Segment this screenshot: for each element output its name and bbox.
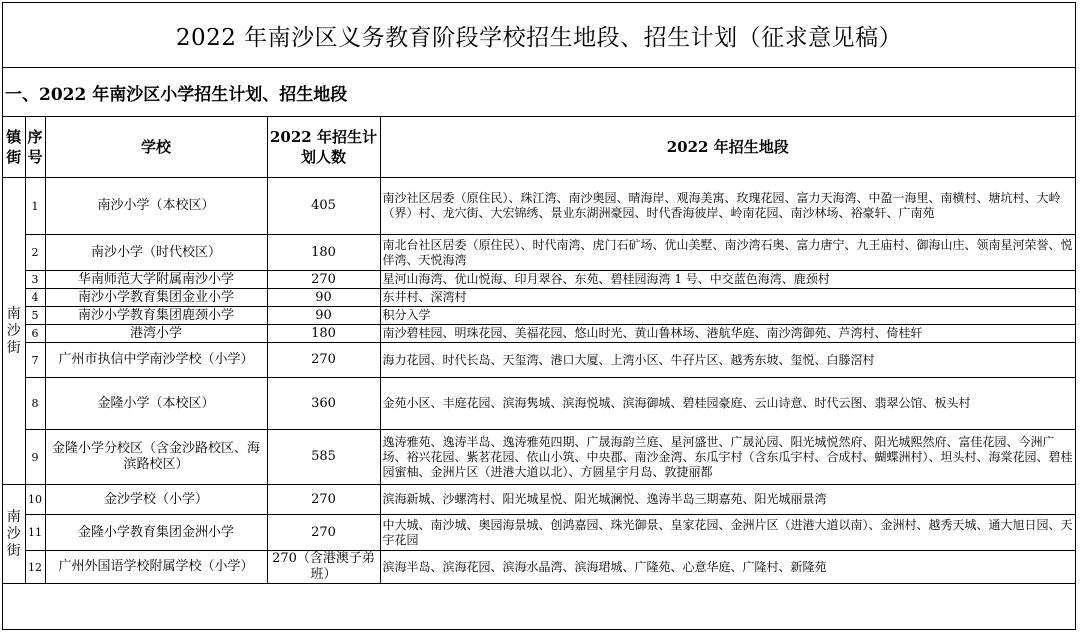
plan-cell: 405 xyxy=(267,178,380,235)
school-cell: 南沙小学（时代校区） xyxy=(45,235,267,271)
seq-cell: 10 xyxy=(25,485,45,515)
plan-cell: 180 xyxy=(267,235,380,271)
seq-cell: 8 xyxy=(25,378,45,430)
area-cell: 东井村、深湾村 xyxy=(380,289,1075,307)
plan-cell: 585 xyxy=(267,430,380,485)
area-cell: 星河山海湾、优山悦海、印月翠谷、东苑、碧桂园海湾 1 号、中交蓝色海湾、鹿颈村 xyxy=(380,271,1075,289)
section-heading: 一、2022 年南沙区小学招生计划、招生地段 xyxy=(3,68,1075,117)
seq-cell: 9 xyxy=(25,430,45,485)
table-header-row xyxy=(3,117,1075,178)
seq-cell: 3 xyxy=(25,271,45,289)
school-cell: 金隆小学（本校区） xyxy=(45,378,267,430)
table-row xyxy=(3,515,1075,551)
town-cell: 南沙街 xyxy=(3,178,25,485)
town-cell: 南沙街 xyxy=(3,485,25,584)
plan-cell: 270 xyxy=(267,343,380,378)
table-body xyxy=(3,178,1075,584)
header-school: 学校 xyxy=(45,117,267,178)
area-cell: 南沙社区居委（原住民）、珠江湾、南沙奥园、晴海岸、观海美寓、玫瑰花园、富力天海湾、中盈一海里、南横村、塘坑村、大岭（界）村、龙穴街、大宏锦绣、景业东湖洲豪园、时代香海彼岸、岭南花园、南沙林场、裕豪轩、广南苑 xyxy=(380,178,1075,235)
school-cell: 金隆小学分校区（含金沙路校区、海滨路校区） xyxy=(45,430,267,485)
table-row xyxy=(3,178,1075,235)
seq-cell: 6 xyxy=(25,325,45,343)
seq-cell: 7 xyxy=(25,343,45,378)
school-cell: 金隆小学教育集团金洲小学 xyxy=(45,515,267,551)
seq-cell: 12 xyxy=(25,551,45,584)
plan-cell: 180 xyxy=(267,325,380,343)
header-area: 2022 年招生地段 xyxy=(380,117,1075,178)
seq-cell: 4 xyxy=(25,289,45,307)
table-row xyxy=(3,307,1075,325)
plan-cell: 90 xyxy=(267,289,380,307)
area-cell: 滨海半岛、滨海花园、滨海水晶湾、滨海珺城、广隆苑、心意华庭、广隆村、新隆苑 xyxy=(380,551,1075,584)
area-cell: 积分入学 xyxy=(380,307,1075,325)
header-seq: 序号 xyxy=(25,117,45,178)
school-cell: 南沙小学教育集团金业小学 xyxy=(45,289,267,307)
school-cell: 南沙小学教育集团鹿颈小学 xyxy=(45,307,267,325)
plan-cell: 270 xyxy=(267,271,380,289)
area-cell: 中大城、南沙城、奥园海景城、创鸿嘉园、珠光御景、皇家花园、金洲片区（进港大道以南）、金洲村、越秀天城、通大旭日园、天宇花园 xyxy=(380,515,1075,551)
area-cell: 南沙碧桂园、明珠花园、美福花园、悠山时光、黄山鲁林场、港航华庭、南沙湾御苑、芦湾村、倚桂轩 xyxy=(380,325,1075,343)
school-cell: 广州外国语学校附属学校（小学） xyxy=(45,551,267,584)
table-row xyxy=(3,235,1075,271)
area-cell: 南北台社区居委（原住民）、时代南湾、虎门石矿场、优山美墅、南沙湾石奥、富力唐宁、九王庙村、御海山庄、领南星河荣誉、悦伴湾、天悦海湾 xyxy=(380,235,1075,271)
table-row xyxy=(3,430,1075,485)
document-page xyxy=(2,2,1076,630)
table-row xyxy=(3,289,1075,307)
plan-cell: 270（含港澳子弟班） xyxy=(267,551,380,584)
table-row xyxy=(3,343,1075,378)
school-cell: 港湾小学 xyxy=(45,325,267,343)
school-cell: 广州市执信中学南沙学校（小学） xyxy=(45,343,267,378)
table-row xyxy=(3,271,1075,289)
area-cell: 滨海新城、沙螺湾村、阳光城星悦、阳光城澜悦、逸涛半岛三期嘉苑、阳光城丽景湾 xyxy=(380,485,1075,515)
header-plan: 2022 年招生计划人数 xyxy=(267,117,380,178)
header-town: 镇街 xyxy=(3,117,25,178)
plan-cell: 90 xyxy=(267,307,380,325)
plan-cell: 360 xyxy=(267,378,380,430)
seq-cell: 5 xyxy=(25,307,45,325)
plan-cell: 270 xyxy=(267,485,380,515)
school-cell: 南沙小学（本校区） xyxy=(45,178,267,235)
school-cell: 金沙学校（小学） xyxy=(45,485,267,515)
seq-cell: 11 xyxy=(25,515,45,551)
school-cell: 华南师范大学附属南沙小学 xyxy=(45,271,267,289)
area-cell: 金苑小区、丰庭花园、滨海隽城、滨海悦城、滨海御城、碧桂园豪庭、云山诗意、时代云图、翡翠公馆、板头村 xyxy=(380,378,1075,430)
table-row xyxy=(3,485,1075,515)
plan-cell: 270 xyxy=(267,515,380,551)
table-row xyxy=(3,325,1075,343)
seq-cell: 2 xyxy=(25,235,45,271)
document-title: 2022 年南沙区义务教育阶段学校招生地段、招生计划（征求意见稿） xyxy=(3,3,1075,68)
table-row xyxy=(3,378,1075,430)
table-row xyxy=(3,551,1075,584)
area-cell: 海力花园、时代长岛、天玺湾、港口大厦、上湾小区、牛孖片区、越秀东坡、玺悦、白滕滘村 xyxy=(380,343,1075,378)
seq-cell: 1 xyxy=(25,178,45,235)
area-cell: 逸涛雅苑、逸涛半岛、逸涛雅苑四期、广晟海韵兰庭、星河盛世、广晟沁园、阳光城悦然府、阳光城熙然府、富佳花园、今洲广场、裕兴花园、紫茗花园、依山小筑、中央郡、南沙金湾、东瓜宇村（含东瓜宇村、合成村、蝴蝶洲村）、坦头村、海棠花园、碧桂园蜜柚、金洲片区（进港大道以北）、方圆星宇月岛、敦捷丽都 xyxy=(380,430,1075,485)
enrollment-table xyxy=(3,117,1075,584)
